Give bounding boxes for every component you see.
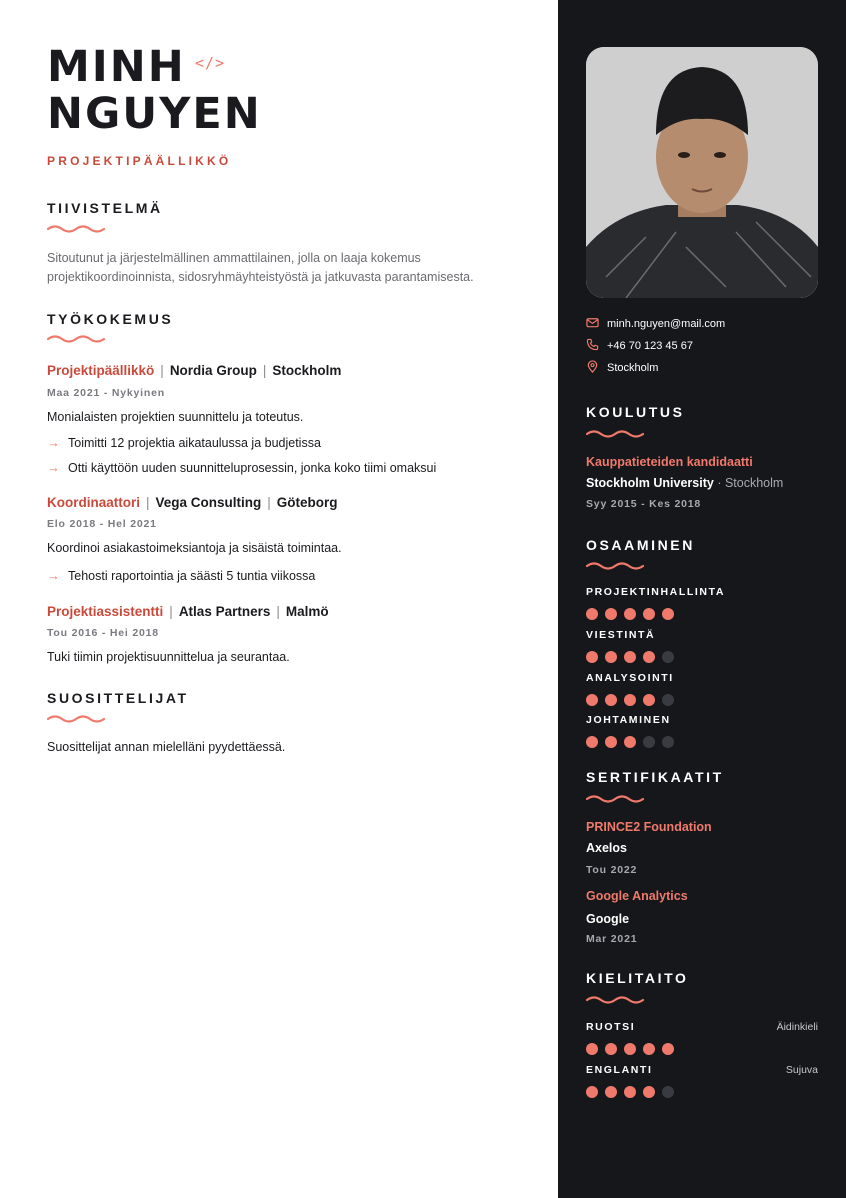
job-heading: [47, 363, 341, 378]
rating-dot-filled: [605, 1043, 617, 1055]
rating-dot-filled: [643, 694, 655, 706]
rating-dot-filled: [586, 651, 598, 663]
company-name: Nordia Group: [169, 363, 257, 378]
rating-dot-filled: [624, 1086, 636, 1098]
rating-dot-filled: [624, 1043, 636, 1055]
job-bullet: [47, 568, 315, 583]
company-name: Vega Consulting: [155, 495, 262, 510]
code-brackets-icon: </>: [195, 54, 226, 72]
last-name: NGUYEN: [47, 89, 262, 139]
wave-divider-icon: [47, 334, 107, 344]
rating-dot-filled: [643, 608, 655, 620]
rating-dot-empty: [643, 736, 655, 748]
job-dates: Elo 2018 - Hel 2021: [47, 518, 157, 530]
skill-name: PROJEKTINHALLINTA: [586, 586, 726, 598]
rating-dot-filled: [624, 651, 636, 663]
language-level: Sujuva: [785, 1064, 818, 1076]
job-title: Projektipäällikkö: [47, 363, 155, 378]
skill-rating: [586, 650, 681, 662]
school-location: Stockholm: [724, 476, 784, 490]
job-title: Projektiassistentti: [47, 604, 164, 619]
language-level: Äidinkieli: [776, 1021, 818, 1033]
wave-divider-icon: [47, 224, 107, 234]
skill-name: JOHTAMINEN: [586, 714, 671, 726]
company-city: Malmö: [285, 604, 329, 619]
rating-dot-filled: [586, 736, 598, 748]
wave-divider-icon: [586, 794, 646, 804]
separator: |: [160, 363, 164, 378]
job-heading: [47, 604, 329, 619]
job-dates: Maa 2021 - Nykyinen: [47, 387, 165, 399]
contact-phone[interactable]: [586, 338, 693, 352]
location-pin-icon: [586, 360, 599, 373]
rating-dot-filled: [586, 694, 598, 706]
degree-name: Kauppatieteiden kandidaatti: [586, 455, 753, 469]
job-description: Koordinoi asiakastoimeksiantoja ja sisäistä toimintaa.: [47, 541, 342, 555]
rating-dot-empty: [662, 736, 674, 748]
skill-rating: [586, 693, 681, 705]
rating-dot-filled: [605, 736, 617, 748]
bullet-text: Toimitti 12 projektia aikataulussa ja budjetissa: [68, 436, 321, 450]
experience-title: TYÖKOKEMUS: [47, 311, 174, 327]
skill-name: ANALYSOINTI: [586, 672, 674, 684]
company-name: Atlas Partners: [178, 604, 271, 619]
rating-dot-empty: [662, 651, 674, 663]
rating-dot-filled: [662, 1043, 674, 1055]
job-role: PROJEKTIPÄÄLLIKKÖ: [47, 154, 232, 168]
company-city: Stockholm: [272, 363, 342, 378]
skill-rating: [586, 607, 681, 619]
separator: |: [169, 604, 173, 619]
phone-text: +46 70 123 45 67: [607, 340, 693, 352]
job-description: Monialaisten projektien suunnittelu ja toteutus.: [47, 410, 304, 424]
school-line: [586, 476, 783, 490]
school-location-separator: ·: [717, 476, 722, 490]
rating-dot-filled: [624, 736, 636, 748]
rating-dot-filled: [605, 694, 617, 706]
rating-dot-filled: [643, 1086, 655, 1098]
job-title: Koordinaattori: [47, 495, 140, 510]
certificate-name: PRINCE2 Foundation: [586, 820, 712, 834]
job-dates: Tou 2016 - Hei 2018: [47, 627, 159, 639]
rating-dot-filled: [605, 651, 617, 663]
rating-dot-empty: [662, 1086, 674, 1098]
skill-rating: [586, 735, 681, 747]
candidate-name: [47, 44, 262, 138]
person-portrait-icon: [586, 47, 818, 298]
references-text: Suosittelijat annan mielelläni pyydettäessä.: [47, 740, 286, 754]
certificate-issuer: Axelos: [586, 841, 627, 855]
education-dates: Syy 2015 - Kes 2018: [586, 498, 702, 510]
rating-dot-filled: [586, 1043, 598, 1055]
school-name: Stockholm University: [586, 476, 714, 490]
wave-divider-icon: [586, 561, 646, 571]
certificate-name: Google Analytics: [586, 889, 688, 903]
bullet-text: Otti käyttöön uuden suunnitteluprosessin, jonka koko tiimi omaksui: [68, 461, 437, 475]
summary-text: Sitoutunut ja järjestelmällinen ammattilainen, jolla on laaja kokemus projektikoordinoinnista, sidosryhmäyhteistyöstä ja jatkuvasta parantamisesta.: [47, 251, 474, 284]
rating-dot-empty: [662, 694, 674, 706]
job-bullet: [47, 435, 321, 450]
rating-dot-filled: [643, 651, 655, 663]
certificate-date: Tou 2022: [586, 864, 638, 876]
references-title: SUOSITTELIJAT: [47, 690, 189, 706]
language-rating: [586, 1085, 681, 1097]
company-city: Göteborg: [276, 495, 338, 510]
rating-dot-filled: [605, 608, 617, 620]
arrow-right-icon: →: [47, 460, 60, 475]
language-name: ENGLANTI: [586, 1064, 653, 1076]
rating-dot-filled: [624, 694, 636, 706]
location-text: Stockholm: [607, 362, 659, 374]
languages-title: KIELITAITO: [586, 970, 689, 986]
wave-divider-icon: [586, 429, 646, 439]
rating-dot-filled: [662, 608, 674, 620]
mail-icon: [586, 316, 599, 329]
separator: |: [276, 604, 280, 619]
bullet-text: Tehosti raportointia ja säästi 5 tuntia viikossa: [68, 569, 316, 583]
skills-title: OSAAMINEN: [586, 537, 695, 553]
separator: |: [146, 495, 150, 510]
contact-email[interactable]: [586, 316, 725, 330]
arrow-right-icon: →: [47, 435, 60, 450]
education-title: KOULUTUS: [586, 404, 685, 420]
certificates-title: SERTIFIKAATIT: [586, 769, 724, 785]
separator: |: [267, 495, 271, 510]
summary-title: TIIVISTELMÄ: [47, 200, 163, 216]
certificate-issuer: Google: [586, 912, 630, 926]
rating-dot-filled: [643, 1043, 655, 1055]
email-text: minh.nguyen@mail.com: [607, 318, 726, 330]
rating-dot-filled: [586, 1086, 598, 1098]
contact-location: [586, 360, 658, 374]
language-rating: [586, 1042, 681, 1054]
certificate-date: Mar 2021: [586, 933, 638, 945]
arrow-right-icon: →: [47, 568, 60, 583]
rating-dot-filled: [586, 608, 598, 620]
phone-icon: [586, 338, 599, 351]
skill-name: VIESTINTÄ: [586, 629, 656, 641]
language-name: RUOTSI: [586, 1021, 636, 1033]
first-name: MINH: [47, 42, 186, 92]
wave-divider-icon: [586, 995, 646, 1005]
job-description: Tuki tiimin projektisuunnittelua ja seurantaa.: [47, 650, 290, 664]
rating-dot-filled: [624, 608, 636, 620]
rating-dot-filled: [605, 1086, 617, 1098]
wave-divider-icon: [47, 714, 107, 724]
profile-photo: [586, 47, 818, 298]
separator: |: [262, 363, 267, 378]
job-heading: [47, 495, 338, 510]
job-bullet: [47, 460, 436, 475]
